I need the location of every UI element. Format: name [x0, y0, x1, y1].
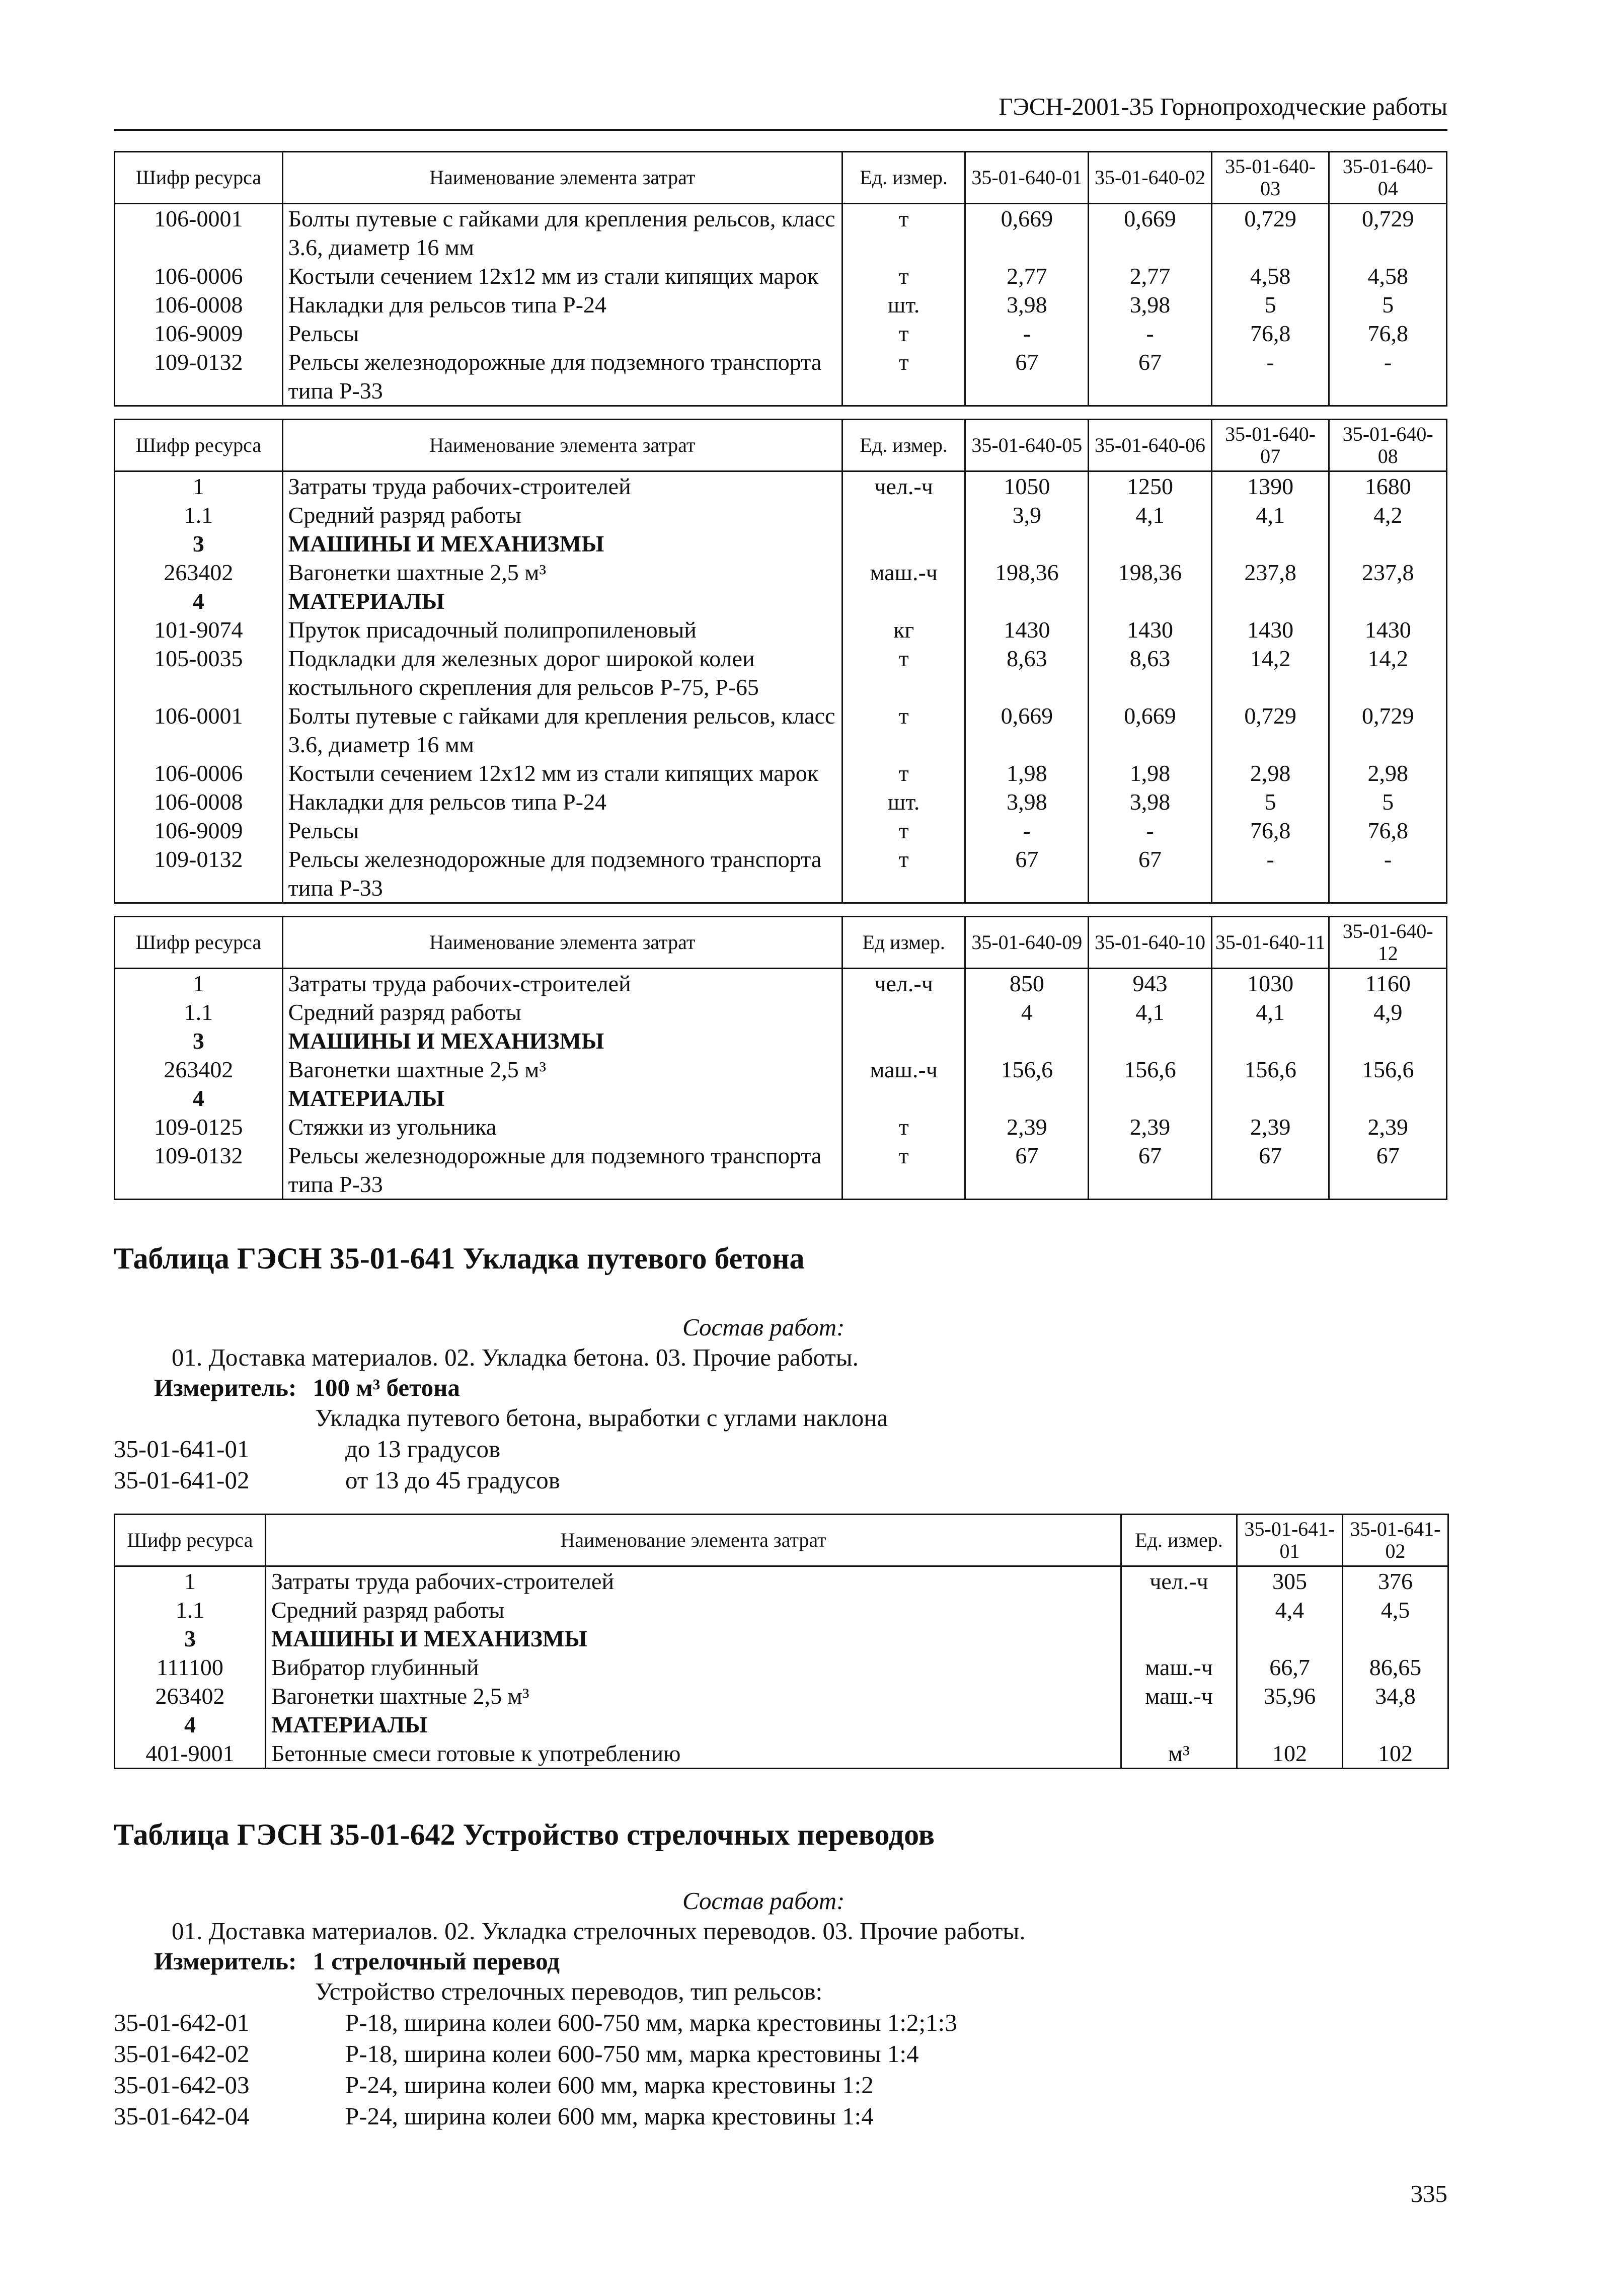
resource-table-640-05-08 [114, 419, 1447, 904]
resource-code-cell: 4 [115, 1710, 266, 1739]
unit-cell: т [842, 348, 965, 406]
resource-name-cell: Рельсы железнодорожные для подземного транспорта типа Р-33 [282, 845, 842, 903]
value-cell [965, 1026, 1089, 1055]
resource-code-cell: 106-0001 [115, 204, 283, 262]
value-cell: 156,6 [1089, 1055, 1212, 1084]
resource-name-cell: Рельсы железнодорожные для подземного транспорта типа Р-33 [282, 1141, 842, 1200]
unit-cell: т [842, 759, 965, 787]
column-header-code: Шифр ресурса [115, 152, 283, 204]
resource-code-cell: 106-9009 [115, 319, 283, 348]
resource-name-cell: Бетонные смеси готовые к употреблению [266, 1739, 1121, 1769]
value-cell: 3,9 [965, 501, 1089, 529]
table-row [115, 1084, 1447, 1113]
measure-value: 1 стрелочный перевод [313, 1947, 560, 1975]
unit-cell [842, 1084, 965, 1113]
resource-code-cell: 263402 [115, 558, 283, 587]
table-row [115, 845, 1447, 903]
value-cell [1089, 587, 1212, 615]
resource-code-cell: 109-0125 [115, 1113, 283, 1141]
work-item-code: 35-01-642-04 [114, 2102, 250, 2130]
value-cell: 1390 [1211, 471, 1329, 501]
value-cell: 0,669 [965, 701, 1089, 759]
column-header-norm-code: 35-01-640-10 [1089, 917, 1212, 969]
value-cell: 4,9 [1329, 998, 1447, 1026]
unit-cell: кг [842, 615, 965, 644]
work-composition-label: Состав работ: [682, 1887, 845, 1915]
value-cell: 67 [965, 1141, 1089, 1200]
work-item-code: 35-01-642-02 [114, 2040, 250, 2068]
unit-cell [842, 587, 965, 615]
resource-name-cell: МАТЕРИАЛЫ [282, 587, 842, 615]
resource-code-cell: 263402 [115, 1682, 266, 1710]
value-cell: 4 [965, 998, 1089, 1026]
value-cell: 5 [1211, 290, 1329, 319]
value-cell: 0,729 [1211, 701, 1329, 759]
resource-name-cell: Болты путевые с гайками для крепления рельсов, класс 3.6, диаметр 16 мм [282, 204, 842, 262]
value-cell: 0,729 [1329, 204, 1447, 262]
resource-code-cell: 1.1 [115, 1596, 266, 1624]
value-cell: 1050 [965, 471, 1089, 501]
value-cell: 4,1 [1211, 501, 1329, 529]
resource-code-cell: 109-0132 [115, 348, 283, 406]
column-header-code: Шифр ресурса [115, 917, 283, 969]
column-header-unit: Ед. измер. [842, 420, 965, 471]
resource-name-cell: Вагонетки шахтные 2,5 м³ [282, 1055, 842, 1084]
column-header-name: Наименование элемента затрат [282, 917, 842, 969]
unit-cell: т [842, 1113, 965, 1141]
resource-code-cell: 1.1 [115, 998, 283, 1026]
value-cell: 237,8 [1329, 558, 1447, 587]
value-cell [1211, 587, 1329, 615]
resource-name-cell: Стяжки из угольника [282, 1113, 842, 1141]
resource-name-cell: Затраты труда рабочих-строителей [282, 471, 842, 501]
unit-cell: маш.-ч [842, 558, 965, 587]
resource-name-cell: Вагонетки шахтные 2,5 м³ [266, 1682, 1121, 1710]
table-row [115, 319, 1447, 348]
table-row [115, 558, 1447, 587]
value-cell: - [1089, 319, 1212, 348]
value-cell: 376 [1343, 1566, 1448, 1596]
value-cell: 76,8 [1211, 816, 1329, 845]
resource-code-cell: 3 [115, 1026, 283, 1055]
value-cell: 1,98 [1089, 759, 1212, 787]
resource-code-cell: 1 [115, 1566, 266, 1596]
resource-name-cell: Рельсы железнодорожные для подземного транспорта типа Р-33 [282, 348, 842, 406]
value-cell: 850 [965, 969, 1089, 998]
resource-code-cell: 109-0132 [115, 845, 283, 903]
table-row [115, 1141, 1447, 1200]
unit-cell: т [842, 204, 965, 262]
running-header: ГЭСН-2001-35 Горнопроходческие работы [999, 93, 1447, 120]
resource-code-cell: 3 [115, 529, 283, 558]
value-cell: 67 [1089, 348, 1212, 406]
value-cell: 102 [1237, 1739, 1343, 1769]
table-row [115, 1739, 1448, 1769]
resource-code-cell: 106-0006 [115, 262, 283, 290]
table-row [115, 1596, 1448, 1624]
table-row [115, 501, 1447, 529]
table-header-row [115, 420, 1447, 471]
unit-cell: маш.-ч [1121, 1682, 1237, 1710]
value-cell: 1160 [1329, 969, 1447, 998]
value-cell: 34,8 [1343, 1682, 1448, 1710]
column-header-name: Наименование элемента затрат [282, 152, 842, 204]
value-cell: 3,98 [1089, 290, 1212, 319]
column-header-norm-code: 35-01-640-04 [1329, 152, 1447, 204]
work-item-text: Р-18, ширина колеи 600-750 мм, марка крестовины 1:4 [345, 2040, 919, 2068]
value-cell: 2,39 [1329, 1113, 1447, 1141]
work-item-text: до 13 градусов [345, 1435, 501, 1463]
value-cell: 156,6 [1329, 1055, 1447, 1084]
resource-code-cell: 263402 [115, 1055, 283, 1084]
work-item-code: 35-01-641-01 [114, 1435, 250, 1463]
unit-cell: т [842, 1141, 965, 1200]
table-row [115, 1055, 1447, 1084]
value-cell: 4,1 [1089, 998, 1212, 1026]
value-cell [965, 587, 1089, 615]
value-cell: 35,96 [1237, 1682, 1343, 1710]
column-header-norm-code: 35-01-640-09 [965, 917, 1089, 969]
measure-line [154, 1946, 560, 1976]
resource-code-cell: 106-0008 [115, 290, 283, 319]
resource-code-cell: 4 [115, 1084, 283, 1113]
resource-code-cell: 401-9001 [115, 1739, 266, 1769]
value-cell: 4,58 [1329, 262, 1447, 290]
unit-cell [842, 998, 965, 1026]
resource-name-cell: Костыли сечением 12х12 мм из стали кипящих марок [282, 759, 842, 787]
value-cell [1211, 1084, 1329, 1113]
column-header-norm-code: 35-01-640-08 [1329, 420, 1447, 471]
measure-label: Измеритель: [154, 1374, 297, 1401]
value-cell: 156,6 [965, 1055, 1089, 1084]
value-cell: 1430 [1211, 615, 1329, 644]
value-cell: 67 [965, 845, 1089, 903]
resource-name-cell: Средний разряд работы [282, 501, 842, 529]
value-cell: 3,98 [1089, 787, 1212, 816]
column-header-norm-code: 35-01-640-02 [1089, 152, 1212, 204]
work-item-code: 35-01-641-02 [114, 1466, 250, 1494]
value-cell [1089, 529, 1212, 558]
resource-code-cell: 3 [115, 1624, 266, 1653]
table-row [115, 701, 1447, 759]
table-row [115, 1682, 1448, 1710]
table-row [115, 759, 1447, 787]
value-cell [1089, 1084, 1212, 1113]
resource-name-cell: Рельсы [282, 816, 842, 845]
resource-name-cell: Рельсы [282, 319, 842, 348]
table-row [115, 998, 1447, 1026]
value-cell: 4,58 [1211, 262, 1329, 290]
value-cell: 2,39 [965, 1113, 1089, 1141]
value-cell [1329, 529, 1447, 558]
value-cell: 67 [1089, 845, 1212, 903]
value-cell: - [1089, 816, 1212, 845]
value-cell: 86,65 [1343, 1653, 1448, 1682]
value-cell: 2,98 [1211, 759, 1329, 787]
value-cell: 102 [1343, 1739, 1448, 1769]
unit-cell: маш.-ч [842, 1055, 965, 1084]
work-item-text: Р-18, ширина колеи 600-750 мм, марка крестовины 1:2;1:3 [345, 2009, 957, 2036]
table-row [115, 587, 1447, 615]
unit-cell: т [842, 262, 965, 290]
resource-table-640-09-12 [114, 916, 1447, 1200]
column-header-code: Шифр ресурса [115, 1515, 266, 1566]
unit-cell: т [842, 845, 965, 903]
work-item-text: Р-24, ширина колеи 600 мм, марка крестовины 1:4 [345, 2102, 874, 2130]
resource-name-cell: МАШИНЫ И МЕХАНИЗМЫ [282, 1026, 842, 1055]
column-header-unit: Ед. измер. [842, 152, 965, 204]
value-cell: - [1211, 845, 1329, 903]
value-cell: 305 [1237, 1566, 1343, 1596]
value-cell [1329, 1084, 1447, 1113]
value-cell: 8,63 [965, 644, 1089, 701]
value-cell: 0,669 [1089, 701, 1212, 759]
column-header-unit: Ед измер. [842, 917, 965, 969]
unit-cell [842, 529, 965, 558]
value-cell: 2,39 [1089, 1113, 1212, 1141]
unit-cell: шт. [842, 290, 965, 319]
unit-cell [1121, 1596, 1237, 1624]
table-row [115, 1113, 1447, 1141]
value-cell: 5 [1329, 290, 1447, 319]
value-cell: 8,63 [1089, 644, 1212, 701]
value-cell [1343, 1710, 1448, 1739]
work-item-code: 35-01-642-01 [114, 2009, 250, 2036]
unit-cell: чел.-ч [842, 471, 965, 501]
value-cell [1211, 529, 1329, 558]
value-cell: 2,39 [1211, 1113, 1329, 1141]
table-row [115, 348, 1447, 406]
table-header-row [115, 917, 1447, 969]
value-cell: 5 [1211, 787, 1329, 816]
table-row [115, 471, 1447, 501]
value-cell: 198,36 [965, 558, 1089, 587]
column-header-norm-code: 35-01-641-02 [1343, 1515, 1448, 1566]
resource-name-cell: Костыли сечением 12х12 мм из стали кипящих марок [282, 262, 842, 290]
table-row [115, 204, 1447, 262]
value-cell [1329, 1026, 1447, 1055]
value-cell: 1680 [1329, 471, 1447, 501]
value-cell: 2,77 [1089, 262, 1212, 290]
value-cell: - [1329, 348, 1447, 406]
work-composition-label: Состав работ: [682, 1313, 845, 1341]
resource-name-cell: МАШИНЫ И МЕХАНИЗМЫ [266, 1624, 1121, 1653]
value-cell: 14,2 [1211, 644, 1329, 701]
value-cell: 0,669 [965, 204, 1089, 262]
value-cell: 14,2 [1329, 644, 1447, 701]
value-cell [1089, 1026, 1212, 1055]
resource-code-cell: 106-0008 [115, 787, 283, 816]
resource-code-cell: 1 [115, 471, 283, 501]
column-header-norm-code: 35-01-640-07 [1211, 420, 1329, 471]
value-cell: 237,8 [1211, 558, 1329, 587]
table-row [115, 1566, 1448, 1596]
value-cell: 4,1 [1089, 501, 1212, 529]
column-header-norm-code: 35-01-640-05 [965, 420, 1089, 471]
value-cell: 67 [1329, 1141, 1447, 1200]
value-cell: 1430 [965, 615, 1089, 644]
resource-name-cell: МАТЕРИАЛЫ [266, 1710, 1121, 1739]
value-cell: 4,2 [1329, 501, 1447, 529]
work-item-text: от 13 до 45 градусов [345, 1466, 560, 1494]
table-row [115, 816, 1447, 845]
resource-name-cell: МАШИНЫ И МЕХАНИЗМЫ [282, 529, 842, 558]
value-cell: - [965, 816, 1089, 845]
resource-name-cell: Болты путевые с гайками для крепления рельсов, класс 3.6, диаметр 16 мм [282, 701, 842, 759]
section-title-641: Таблица ГЭСН 35-01-641 Укладка путевого бетона [114, 1242, 805, 1275]
value-cell [1211, 1026, 1329, 1055]
resource-name-cell: Средний разряд работы [266, 1596, 1121, 1624]
table-header-row [115, 152, 1447, 204]
unit-cell: т [842, 701, 965, 759]
work-item-code: 35-01-642-03 [114, 2071, 250, 2099]
work-intro-text: Укладка путевого бетона, выработки с углами наклона [315, 1404, 888, 1432]
value-cell: 0,669 [1089, 204, 1212, 262]
resource-code-cell: 111100 [115, 1653, 266, 1682]
resource-name-cell: Затраты труда рабочих-строителей [266, 1566, 1121, 1596]
value-cell: 3,98 [965, 290, 1089, 319]
table-row [115, 1710, 1448, 1739]
table-row [115, 615, 1447, 644]
column-header-unit: Ед. измер. [1121, 1515, 1237, 1566]
value-cell [1237, 1710, 1343, 1739]
resource-name-cell: Вагонетки шахтные 2,5 м³ [282, 558, 842, 587]
value-cell: 1030 [1211, 969, 1329, 998]
unit-cell [842, 501, 965, 529]
resource-code-cell: 105-0035 [115, 644, 283, 701]
table-row [115, 787, 1447, 816]
work-composition-text: 01. Доставка материалов. 02. Укладка бетона. 03. Прочие работы. [172, 1343, 859, 1371]
work-intro-text: Устройство стрелочных переводов, тип рельсов: [315, 1977, 823, 2005]
value-cell: 66,7 [1237, 1653, 1343, 1682]
value-cell [1343, 1624, 1448, 1653]
column-header-norm-code: 35-01-640-01 [965, 152, 1089, 204]
value-cell [1237, 1624, 1343, 1653]
work-composition-text: 01. Доставка материалов. 02. Укладка стрелочных переводов. 03. Прочие работы. [172, 1917, 1026, 1945]
unit-cell [1121, 1710, 1237, 1739]
value-cell: 76,8 [1329, 319, 1447, 348]
column-header-name: Наименование элемента затрат [266, 1515, 1121, 1566]
column-header-norm-code: 35-01-640-03 [1211, 152, 1329, 204]
value-cell: 943 [1089, 969, 1212, 998]
value-cell: 0,729 [1329, 701, 1447, 759]
unit-cell: маш.-ч [1121, 1653, 1237, 1682]
resource-code-cell: 109-0132 [115, 1141, 283, 1200]
value-cell [1329, 587, 1447, 615]
value-cell [965, 1084, 1089, 1113]
value-cell: 76,8 [1329, 816, 1447, 845]
value-cell: 1430 [1089, 615, 1212, 644]
column-header-norm-code: 35-01-641-01 [1237, 1515, 1343, 1566]
value-cell: 67 [965, 348, 1089, 406]
table-row [115, 1026, 1447, 1055]
resource-name-cell: Накладки для рельсов типа Р-24 [282, 787, 842, 816]
resource-name-cell: Пруток присадочный полипропиленовый [282, 615, 842, 644]
resource-code-cell: 1 [115, 969, 283, 998]
measure-label: Измеритель: [154, 1947, 297, 1975]
column-header-norm-code: 35-01-640-12 [1329, 917, 1447, 969]
resource-code-cell: 101-9074 [115, 615, 283, 644]
unit-cell [1121, 1624, 1237, 1653]
resource-code-cell: 4 [115, 587, 283, 615]
table-row [115, 969, 1447, 998]
table-header-row [115, 1515, 1448, 1566]
table-row [115, 644, 1447, 701]
resource-name-cell: МАТЕРИАЛЫ [282, 1084, 842, 1113]
column-header-code: Шифр ресурса [115, 420, 283, 471]
resource-code-cell: 106-0001 [115, 701, 283, 759]
value-cell: 67 [1211, 1141, 1329, 1200]
resource-code-cell: 1.1 [115, 501, 283, 529]
resource-name-cell: Средний разряд работы [282, 998, 842, 1026]
page-number: 335 [1410, 2180, 1447, 2207]
unit-cell: т [842, 644, 965, 701]
unit-cell: т [842, 319, 965, 348]
value-cell: 2,77 [965, 262, 1089, 290]
value-cell: 4,5 [1343, 1596, 1448, 1624]
unit-cell: шт. [842, 787, 965, 816]
value-cell: 2,98 [1329, 759, 1447, 787]
measure-value: 100 м³ бетона [313, 1374, 460, 1401]
value-cell: 0,729 [1211, 204, 1329, 262]
resource-code-cell: 106-0006 [115, 759, 283, 787]
value-cell: - [1211, 348, 1329, 406]
value-cell: 1250 [1089, 471, 1212, 501]
column-header-norm-code: 35-01-640-11 [1211, 917, 1329, 969]
unit-cell [842, 1026, 965, 1055]
resource-name-cell: Накладки для рельсов типа Р-24 [282, 290, 842, 319]
measure-line [154, 1373, 460, 1403]
resource-name-cell: Подкладки для железных дорог широкой колеи костыльного скрепления для рельсов Р-75, Р-65 [282, 644, 842, 701]
column-header-name: Наименование элемента затрат [282, 420, 842, 471]
table-row [115, 262, 1447, 290]
unit-cell: м³ [1121, 1739, 1237, 1769]
resource-name-cell: Затраты труда рабочих-строителей [282, 969, 842, 998]
unit-cell: чел.-ч [842, 969, 965, 998]
unit-cell: т [842, 816, 965, 845]
value-cell: 3,98 [965, 787, 1089, 816]
value-cell: 76,8 [1211, 319, 1329, 348]
value-cell: 1,98 [965, 759, 1089, 787]
value-cell: 198,36 [1089, 558, 1212, 587]
column-header-norm-code: 35-01-640-06 [1089, 420, 1212, 471]
value-cell: 5 [1329, 787, 1447, 816]
unit-cell: чел.-ч [1121, 1566, 1237, 1596]
value-cell: 67 [1089, 1141, 1212, 1200]
table-row [115, 1624, 1448, 1653]
value-cell: 4,4 [1237, 1596, 1343, 1624]
resource-table-641 [114, 1514, 1449, 1769]
resource-table-640-01-04 [114, 151, 1447, 407]
table-row [115, 290, 1447, 319]
table-row [115, 1653, 1448, 1682]
header-rule [114, 129, 1447, 131]
value-cell: 4,1 [1211, 998, 1329, 1026]
section-title-642: Таблица ГЭСН 35-01-642 Устройство стрелочных переводов [114, 1818, 935, 1851]
value-cell [965, 529, 1089, 558]
value-cell: - [1329, 845, 1447, 903]
table-row [115, 529, 1447, 558]
value-cell: 1430 [1329, 615, 1447, 644]
work-item-text: Р-24, ширина колеи 600 мм, марка крестовины 1:2 [345, 2071, 874, 2099]
value-cell: - [965, 319, 1089, 348]
resource-name-cell: Вибратор глубинный [266, 1653, 1121, 1682]
value-cell: 156,6 [1211, 1055, 1329, 1084]
resource-code-cell: 106-9009 [115, 816, 283, 845]
